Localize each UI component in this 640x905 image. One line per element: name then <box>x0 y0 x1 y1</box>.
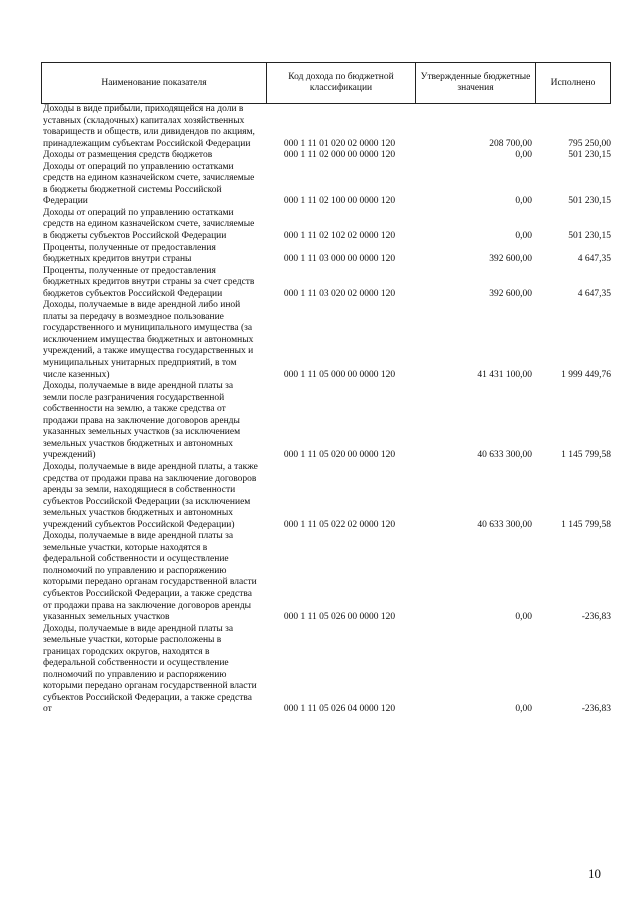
table-row <box>41 104 611 150</box>
row-code: 000 1 11 02 100 00 0000 120 <box>283 196 396 207</box>
row-name: Доходы от операций по управлению остатками средств на едином казначейском счете, зачисляемые в бюджеты бюджетной системы Российской Федерации <box>43 161 255 207</box>
row-code: 000 1 11 02 000 00 0000 120 <box>283 150 396 161</box>
row-approved: 392 600,00 <box>489 288 532 299</box>
table-row <box>41 208 611 243</box>
row-executed: 4 647,35 <box>577 288 611 299</box>
page-number: 10 <box>588 866 601 881</box>
header-executed: Исполнено <box>535 63 610 103</box>
row-approved: 392 600,00 <box>489 254 532 265</box>
row-code: 000 1 11 05 026 00 0000 120 <box>283 612 396 623</box>
row-executed: 795 250,00 <box>568 138 611 149</box>
row-name: Доходы, получаемые в виде арендной либо иной платы за передачу в возмездное пользование государственного и муниципального имущества (за исключением имущества бюджетных и автономных учреждений, а также имущества государственных и муниципальных унитарных предприятий, в том числе казенных) <box>43 300 254 380</box>
row-executed: 501 230,15 <box>568 231 611 242</box>
row-code: 000 1 11 05 000 00 0000 120 <box>283 369 396 380</box>
row-code: 000 1 11 02 102 02 0000 120 <box>283 231 396 242</box>
table-row <box>41 462 611 531</box>
row-name: Доходы, получаемые в виде арендной платы, а также средства от продажи права на заключение договоров аренды за земли, находящиеся в собственности субъектов Российской Федерации (за исключением земельных участков бюджетных и автономных учреждений субъектов Российской Федерации) <box>43 461 258 530</box>
row-approved: 208 700,00 <box>489 138 532 149</box>
row-name: Проценты, полученные от предоставления бюджетных кредитов внутри страны за счет средств бюджетов субъектов Российской Федерации <box>43 265 255 299</box>
row-executed: 4 647,35 <box>577 254 611 265</box>
row-code: 000 1 11 05 026 04 0000 120 <box>283 704 396 715</box>
row-approved: 0,00 <box>515 612 532 623</box>
header-code: Код дохода по бюджетной классификации <box>266 63 415 103</box>
row-approved: 0,00 <box>515 231 532 242</box>
table-row <box>41 300 611 381</box>
table-row <box>41 150 611 162</box>
row-name: Доходы, получаемые в виде арендной платы за земельные участки, которые находятся в федеральной собственности и осуществление полномочий по управлению и распоряжению которыми передано органам государственной власти субъектов Российской Федерации, а также средства от продажи права на заключение договоров аренды указанных земельных участков <box>43 531 257 623</box>
row-name: Доходы, получаемые в виде арендной платы за земли после разграничения государственной собственности на землю, а также средства от продажи права на заключение договоров аренды указанных земельных участков (за исключением земельных участков бюджетных и автономных учреждений) <box>43 381 241 461</box>
table-body <box>41 104 611 716</box>
row-code: 000 1 11 05 020 00 0000 120 <box>283 450 396 461</box>
row-executed: 1 999 449,76 <box>561 369 611 380</box>
row-name: Доходы, получаемые в виде арендной платы за земельные участки, которые расположены в границах городских округов, находятся в федеральной собственности и осуществление полномочий по управлению и распоряжению которыми передано органам государственной власти субъектов Российской Федерации, а также средства от <box>43 623 257 715</box>
row-code: 000 1 11 01 020 02 0000 120 <box>283 138 396 149</box>
table-row <box>41 266 611 301</box>
row-executed: -236,83 <box>581 704 611 715</box>
row-executed: 1 145 799,58 <box>561 450 611 461</box>
row-name: Проценты, полученные от предоставления бюджетных кредитов внутри страны <box>43 242 216 265</box>
row-approved: 0,00 <box>515 704 532 715</box>
header-name: Наименование показателя <box>101 77 207 88</box>
row-executed: 501 230,15 <box>568 150 611 161</box>
table-row <box>41 381 611 462</box>
row-name: Доходы в виде прибыли, приходящейся на доли в уставных (складочных) капиталах хозяйственных товариществ и обществ, или дивидендов по акциям, принадлежащим субъектам Российской Федерации <box>43 104 255 149</box>
row-approved: 40 633 300,00 <box>477 450 532 461</box>
row-approved: 40 633 300,00 <box>477 519 532 530</box>
table-row <box>41 243 611 266</box>
row-code: 000 1 11 03 000 00 0000 120 <box>283 254 396 265</box>
table-header <box>41 62 611 104</box>
row-executed: -236,83 <box>581 612 611 623</box>
row-name: Доходы от размещения средств бюджетов <box>43 150 213 161</box>
row-name: Доходы от операций по управлению остатками средств на едином казначейском счете, зачисляемые в бюджеты субъектов Российской Федерации <box>43 207 255 242</box>
row-executed: 1 145 799,58 <box>561 519 611 530</box>
row-approved: 0,00 <box>515 196 532 207</box>
row-approved: 0,00 <box>515 150 532 161</box>
row-executed: 501 230,15 <box>568 196 611 207</box>
table-row <box>41 624 611 716</box>
row-code: 000 1 11 03 020 02 0000 120 <box>283 288 396 299</box>
row-code: 000 1 11 05 022 02 0000 120 <box>283 519 396 530</box>
header-approved: Утвержденные бюджетные значения <box>415 63 535 103</box>
table-row <box>41 531 611 623</box>
row-approved: 41 431 100,00 <box>477 369 532 380</box>
table-row <box>41 162 611 208</box>
